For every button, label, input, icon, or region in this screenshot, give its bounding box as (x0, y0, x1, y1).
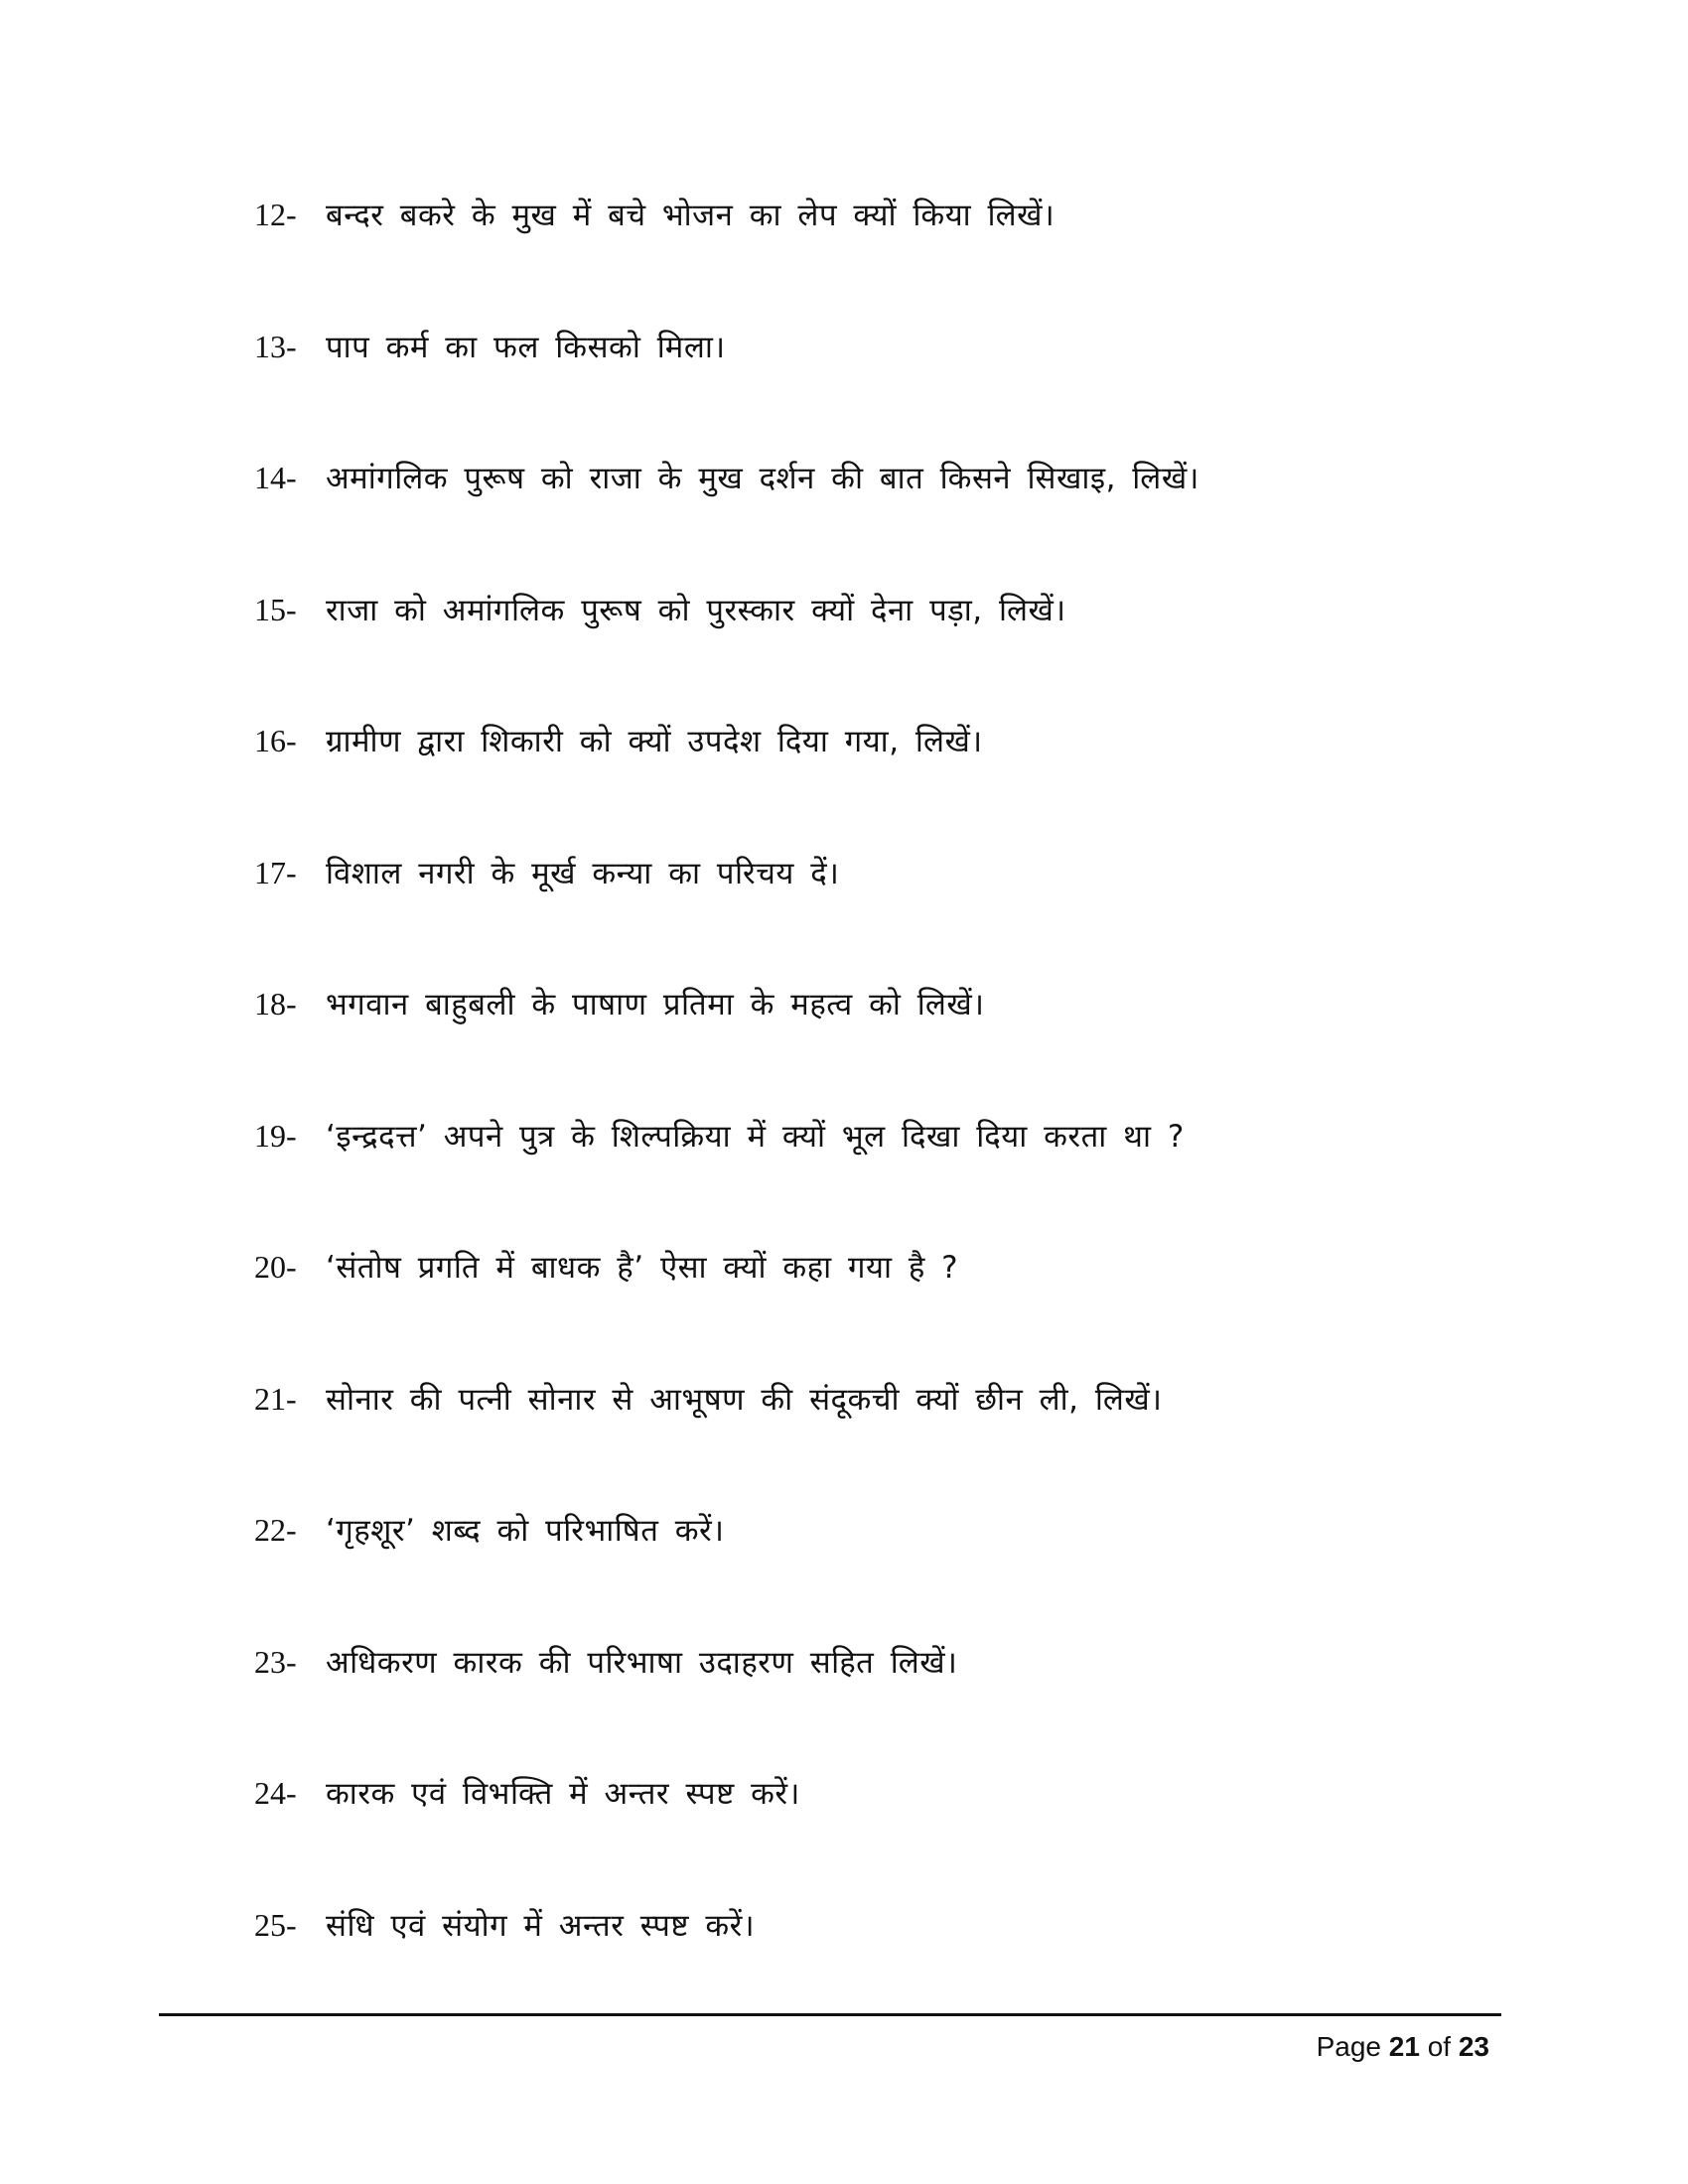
footer-divider (159, 2013, 1501, 2016)
question-item (254, 983, 1545, 1115)
question-text: सोनार की पत्नी सोनार से आभूषण की संदूकची क्यों छीन ली, लिखें। (326, 1381, 1163, 1418)
question-list (254, 194, 1545, 2035)
page-label: Page (1316, 2031, 1381, 2062)
question-text: ‘संतोष प्रगति में बाधक है’ ऐसा क्यों कहा गया है ? (326, 1250, 959, 1286)
question-item (254, 194, 1545, 326)
question-text: पाप कर्म का फल किसको मिला। (326, 329, 726, 365)
question-item (254, 1509, 1545, 1641)
question-item (254, 852, 1545, 984)
total-pages-number: 23 (1458, 2031, 1489, 2062)
question-number: 24- (254, 1775, 297, 1811)
question-number: 20- (254, 1249, 297, 1285)
question-item (254, 1115, 1545, 1247)
question-number: 14- (254, 460, 297, 495)
question-text: अमांगलिक पुरूष को राजा के मुख दर्शन की बात किसने सिखाइ, लिखें। (326, 461, 1199, 496)
question-text: संधि एवं संयोग में अन्तर स्पष्ट करें। (326, 1907, 756, 1944)
current-page-number: 21 (1388, 2031, 1420, 2062)
question-number: 13- (254, 328, 297, 364)
question-text: ‘गृहशूर’ शब्द को परिभाषित करें। (326, 1513, 725, 1549)
question-text: ‘इन्द्रदत्त’ अपने पुत्र के शिल्पक्रिया में क्यों भूल दिखा दिया करता था ? (326, 1118, 1185, 1155)
question-number: 19- (254, 1117, 297, 1154)
question-item (254, 1641, 1545, 1773)
question-item (254, 1772, 1545, 1904)
page-number-footer (1317, 2031, 1489, 2063)
of-label: of (1427, 2031, 1452, 2062)
question-number: 15- (254, 591, 297, 627)
question-item (254, 326, 1545, 458)
question-item (254, 1378, 1545, 1510)
question-number: 12- (254, 197, 297, 232)
question-text: बन्दर बकरे के मुख में बचे भोजन का लेप क्यों किया लिखें। (326, 198, 1055, 233)
question-text: अधिकरण कारक की परिभाषा उदाहरण सहित लिखें। (326, 1644, 958, 1681)
question-text: ग्रामीण द्वारा शिकारी को क्यों उपदेश दिया गया, लिखें। (326, 724, 983, 759)
question-item (254, 1246, 1545, 1378)
question-number: 22- (254, 1512, 297, 1548)
question-number: 18- (254, 986, 297, 1022)
question-number: 23- (254, 1643, 297, 1680)
question-item (254, 457, 1545, 589)
question-text: राजा को अमांगलिक पुरूष को पुरस्कार क्यों देना पड़ा, लिखें। (326, 592, 1066, 628)
question-item (254, 720, 1545, 852)
question-item (254, 589, 1545, 721)
question-text: भगवान बाहुबली के पाषाण प्रतिमा के महत्व को लिखें। (326, 987, 985, 1023)
question-number: 17- (254, 854, 297, 890)
question-number: 21- (254, 1380, 297, 1417)
question-number: 16- (254, 723, 297, 758)
question-number: 25- (254, 1906, 297, 1943)
question-text: कारक एवं विभक्ति में अन्तर स्पष्ट करें। (326, 1776, 800, 1812)
question-text: विशाल नगरी के मूर्ख कन्या का परिचय दें। (326, 855, 840, 891)
